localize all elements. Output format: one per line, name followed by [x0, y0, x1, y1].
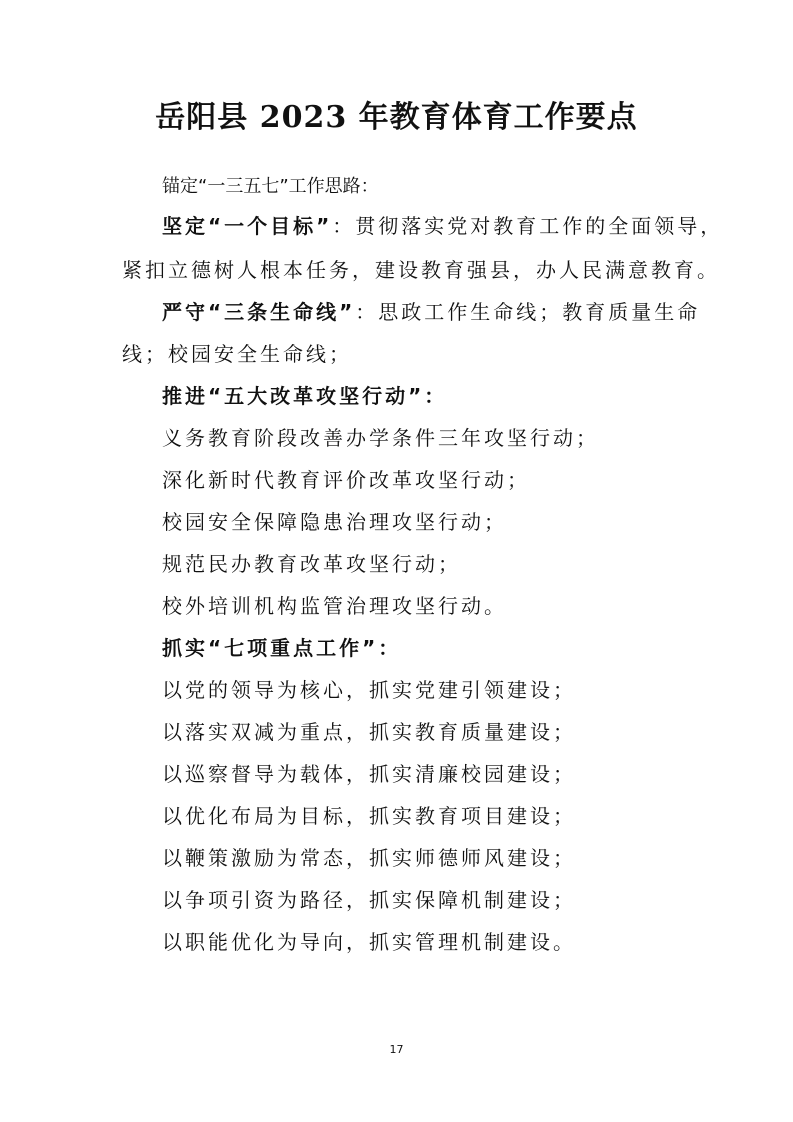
goal-paragraph-line-1: [162, 210, 723, 239]
reform-item: 校外培训机构监管治理攻坚行动。: [162, 594, 507, 618]
reform-item: 规范民办教育改革攻坚行动；: [162, 552, 461, 576]
task-item: 以鞭策激励为常态，抓实师德师风建设；: [162, 846, 576, 870]
reforms-label: 推进“五大改革攻坚行动”: [162, 384, 425, 408]
lifelines-text-second: 线；校园安全生命线；: [122, 342, 352, 366]
tasks-label-suffix: ：: [378, 636, 402, 660]
page-number: 17: [389, 1043, 404, 1056]
lifelines-paragraph-line-1: [162, 296, 700, 325]
reform-item: 校园安全保障隐患治理攻坚行动；: [162, 510, 507, 534]
lifelines-text-first: ：思政工作生命线；教育质量生命: [355, 300, 701, 324]
reform-item: 义务教育阶段改善办学条件三年攻坚行动；: [162, 426, 599, 450]
task-item: 以巡察督导为载体，抓实清廉校园建设；: [162, 762, 576, 786]
page-title: 岳阳县 2023 年教育体育工作要点: [155, 100, 638, 135]
goal-text-first: ：贯彻落实党对教育工作的全面领导，: [332, 214, 724, 238]
lifelines-label: 严守“三条生命线”: [162, 300, 356, 324]
task-item: 以党的领导为核心，抓实党建引领建设；: [162, 678, 576, 702]
tasks-heading: [162, 632, 401, 661]
task-item: 以优化布局为目标，抓实教育项目建设；: [162, 804, 576, 828]
task-item: 以争项引资为路径，抓实保障机制建设；: [162, 888, 576, 912]
reforms-heading: [162, 380, 447, 409]
tasks-label: 抓实“七项重点工作”: [162, 636, 379, 660]
intro-line: 锚定“一三五七”工作思路：: [162, 176, 379, 197]
task-item: 以落实双减为重点，抓实教育质量建设；: [162, 720, 576, 744]
goal-text-second: 紧扣立德树人根本任务，建设教育强县，办人民满意教育。: [122, 258, 720, 282]
reforms-label-suffix: ：: [424, 384, 448, 408]
goal-label: 坚定“一个目标”: [162, 214, 333, 238]
reform-item: 深化新时代教育评价改革攻坚行动；: [162, 468, 530, 492]
task-item: 以职能优化为导向，抓实管理机制建设。: [162, 930, 576, 954]
